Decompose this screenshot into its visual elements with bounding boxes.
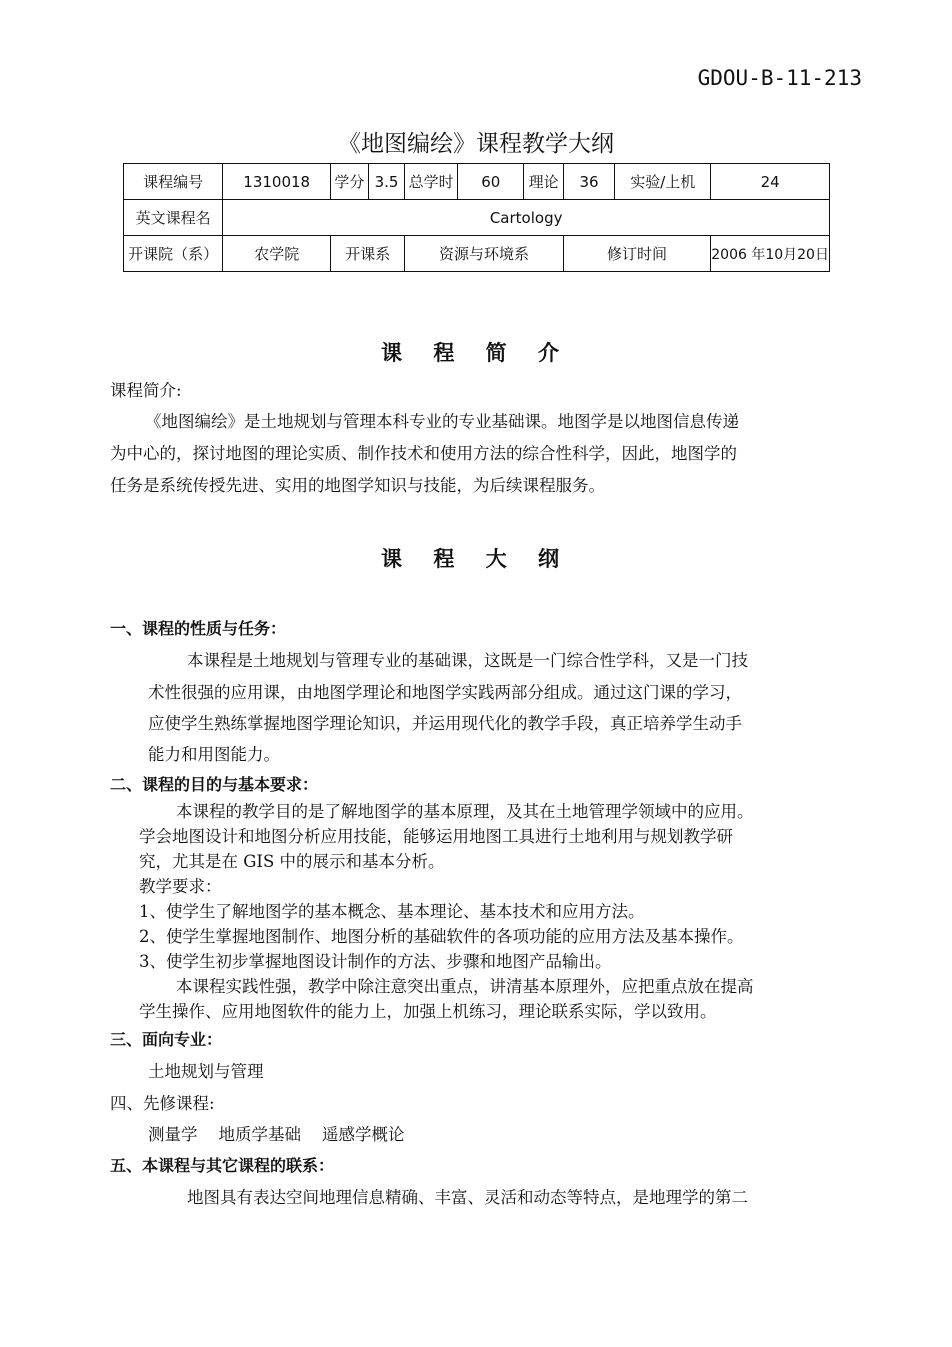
section-1-line: 应使学生熟练掌握地图学理论知识，并运用现代化的教学手段，真正培养学生动手 [148,714,742,733]
section-2-line: 教学要求： [139,877,222,896]
label-course-code: 课程编号 [124,164,223,200]
value-credits: 3.5 [368,164,405,200]
label-credits: 学分 [331,164,369,200]
section-3-title: 三、面向专业： [110,1030,223,1049]
table-row [124,200,830,236]
section-4-title: 四、先修课程: [110,1094,215,1113]
label-department: 开课系 [331,236,405,272]
section-5-title: 五、本课程与其它课程的联系： [110,1156,335,1175]
label-college: 开课院（系） [124,236,223,272]
section-1-title: 一、课程的性质与任务： [110,619,287,638]
section-5-line: 地图具有表达空间地理信息精确、丰富、灵活和动态等特点，是地理学的第二 [187,1188,748,1207]
section-1-line: 术性很强的应用课，由地图学理论和地图学实践两部分组成。通过这门课的学习， [148,683,742,702]
outline-heading: 课 程 大 纲 [381,547,571,571]
table-row [124,164,830,200]
section-2-line: 2、使学生掌握地图制作、地图分析的基础软件的各项功能的应用方法及基本操作。 [139,927,744,946]
label-revision-date: 修订时间 [563,236,710,272]
section-1-line: 能力和用图能力。 [148,745,280,764]
value-english-name: Cartology [223,200,830,236]
section-2-line: 学会地图设计和地图分析应用技能，能够运用地图工具进行土地利用与规划教学研 [139,827,733,846]
section-4-content: 测量学 地质学基础 遥感学概论 [148,1125,405,1144]
section-2-line: 本课程的教学目的是了解地图学的基本原理，及其在土地管理学领域中的应用。 [176,802,754,821]
label-total-hours: 总学时 [405,164,458,200]
table-row [124,236,830,272]
value-course-code: 1310018 [223,164,331,200]
section-2-line: 究，尤其是在 GIS 中的展示和基本分析。 [139,852,445,871]
section-2-line: 1、使学生了解地图学的基本概念、基本理论、基本技术和应用方法。 [139,902,645,921]
intro-line: 《地图编绘》是土地规划与管理本科专业的专业基础课。地图学是以地图信息传递 [145,412,739,431]
value-revision-date: 2006 年10月20日 [711,236,830,272]
label-theory: 理论 [524,164,563,200]
intro-line: 为中心的，探讨地图的理论实质、制作技术和使用方法的综合性科学，因此，地图学的 [110,444,737,463]
section-2-line: 本课程实践性强，教学中除注意突出重点，讲清基本原理外，应把重点放在提高 [176,977,754,996]
label-lab: 实验/上机 [615,164,711,200]
course-info-table [123,163,830,272]
value-lab: 24 [711,164,830,200]
section-2-title: 二、课程的目的与基本要求： [110,775,319,794]
value-total-hours: 60 [457,164,524,200]
value-department: 资源与环境系 [405,236,563,272]
section-1-line: 本课程是土地规划与管理专业的基础课，这既是一门综合性学科，又是一门技 [187,651,748,670]
section-2-line: 3、使学生初步掌握地图设计制作的方法、步骤和地图产品输出。 [139,952,612,971]
value-college: 农学院 [223,236,331,272]
intro-heading: 课 程 简 介 [381,341,571,365]
section-2-line: 学生操作、应用地图软件的能力上，加强上机练习，理论联系实际，学以致用。 [139,1002,717,1021]
intro-label: 课程简介: [110,381,182,400]
value-theory: 36 [563,164,615,200]
document-code: GDOU-B-11-213 [697,66,862,90]
label-english-name: 英文课程名 [124,200,223,236]
document-title: 《地图编绘》课程教学大纲 [338,131,614,157]
intro-line: 任务是系统传授先进、实用的地图学知识与技能，为后续课程服务。 [110,476,605,495]
section-3-content: 土地规划与管理 [148,1062,264,1081]
